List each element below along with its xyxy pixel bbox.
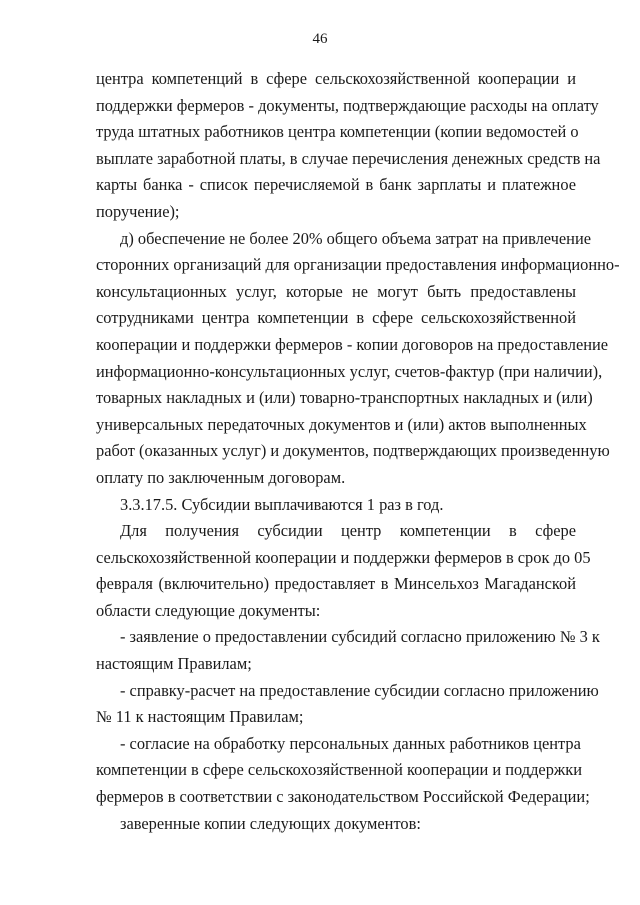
- text-line: фермеров в соответствии с законодательством Российской Федерации;: [96, 787, 590, 807]
- text-line: Для получения субсидии центр компетенции в сфере: [120, 521, 576, 541]
- text-line: февраля (включительно) предоставляет в Минсельхоз Магаданской: [96, 574, 576, 594]
- text-line: - справку-расчет на предоставление субсидии согласно приложению: [120, 680, 599, 700]
- text-line: заверенные копии следующих документов:: [120, 813, 421, 833]
- text-line: центра компетенций в сфере сельскохозяйственной кооперации и: [96, 69, 576, 88]
- text-line: поддержки фермеров - документы, подтверждающие расходы на оплату: [96, 95, 599, 115]
- text-line: 3.3.17.5. Субсидии выплачиваются 1 раз в год.: [120, 494, 444, 514]
- text-line: карты банка - список перечисляемой в банк зарплаты и платежное: [96, 175, 576, 195]
- text-line: - согласие на обработку персональных данных работников центра: [120, 733, 581, 753]
- text-line: универсальных передаточных документов и (или) актов выполненных: [96, 414, 587, 434]
- text-line: сельскохозяйственной кооперации и поддержки фермеров в срок до 05: [96, 547, 591, 567]
- text-line: консультационных услуг, которые не могут быть предоставлены: [96, 281, 576, 301]
- text-line: компетенции в сфере сельскохозяйственной кооперации и поддержки: [96, 760, 582, 780]
- text-line: области следующие документы:: [96, 600, 321, 620]
- text-line: кооперации и поддержки фермеров - копии договоров на предоставление: [96, 334, 609, 354]
- text-line: работ (оказанных услуг) и документов, подтверждающих произведенную: [96, 441, 610, 461]
- text-line: сотрудниками центра компетенции в сфере сельскохозяйственной: [96, 308, 576, 328]
- text-line: товарных накладных и (или) товарно-транспортных накладных и (или): [96, 388, 593, 408]
- page-number: 46: [312, 31, 328, 47]
- text-line: сторонних организаций для организации предоставления информационно-: [96, 255, 620, 275]
- text-line: № 11 к настоящим Правилам;: [96, 707, 304, 727]
- text-line: настоящим Правилам;: [96, 654, 252, 674]
- text-line: информационно-консультационных услуг, счетов-фактур (при наличии),: [96, 361, 603, 381]
- text-line: выплате заработной платы, в случае перечисления денежных средств на: [96, 148, 601, 168]
- text-line: оплату по заключенным договорам.: [96, 467, 346, 487]
- document-body: [96, 66, 620, 837]
- text-line: - заявление о предоставлении субсидий согласно приложению № 3 к: [120, 627, 600, 647]
- text-line: труда штатных работников центра компетенции (копии ведомостей о: [96, 122, 579, 142]
- text-line: поручение);: [96, 201, 180, 221]
- text-line: д) обеспечение не более 20% общего объема затрат на привлечение: [120, 228, 592, 248]
